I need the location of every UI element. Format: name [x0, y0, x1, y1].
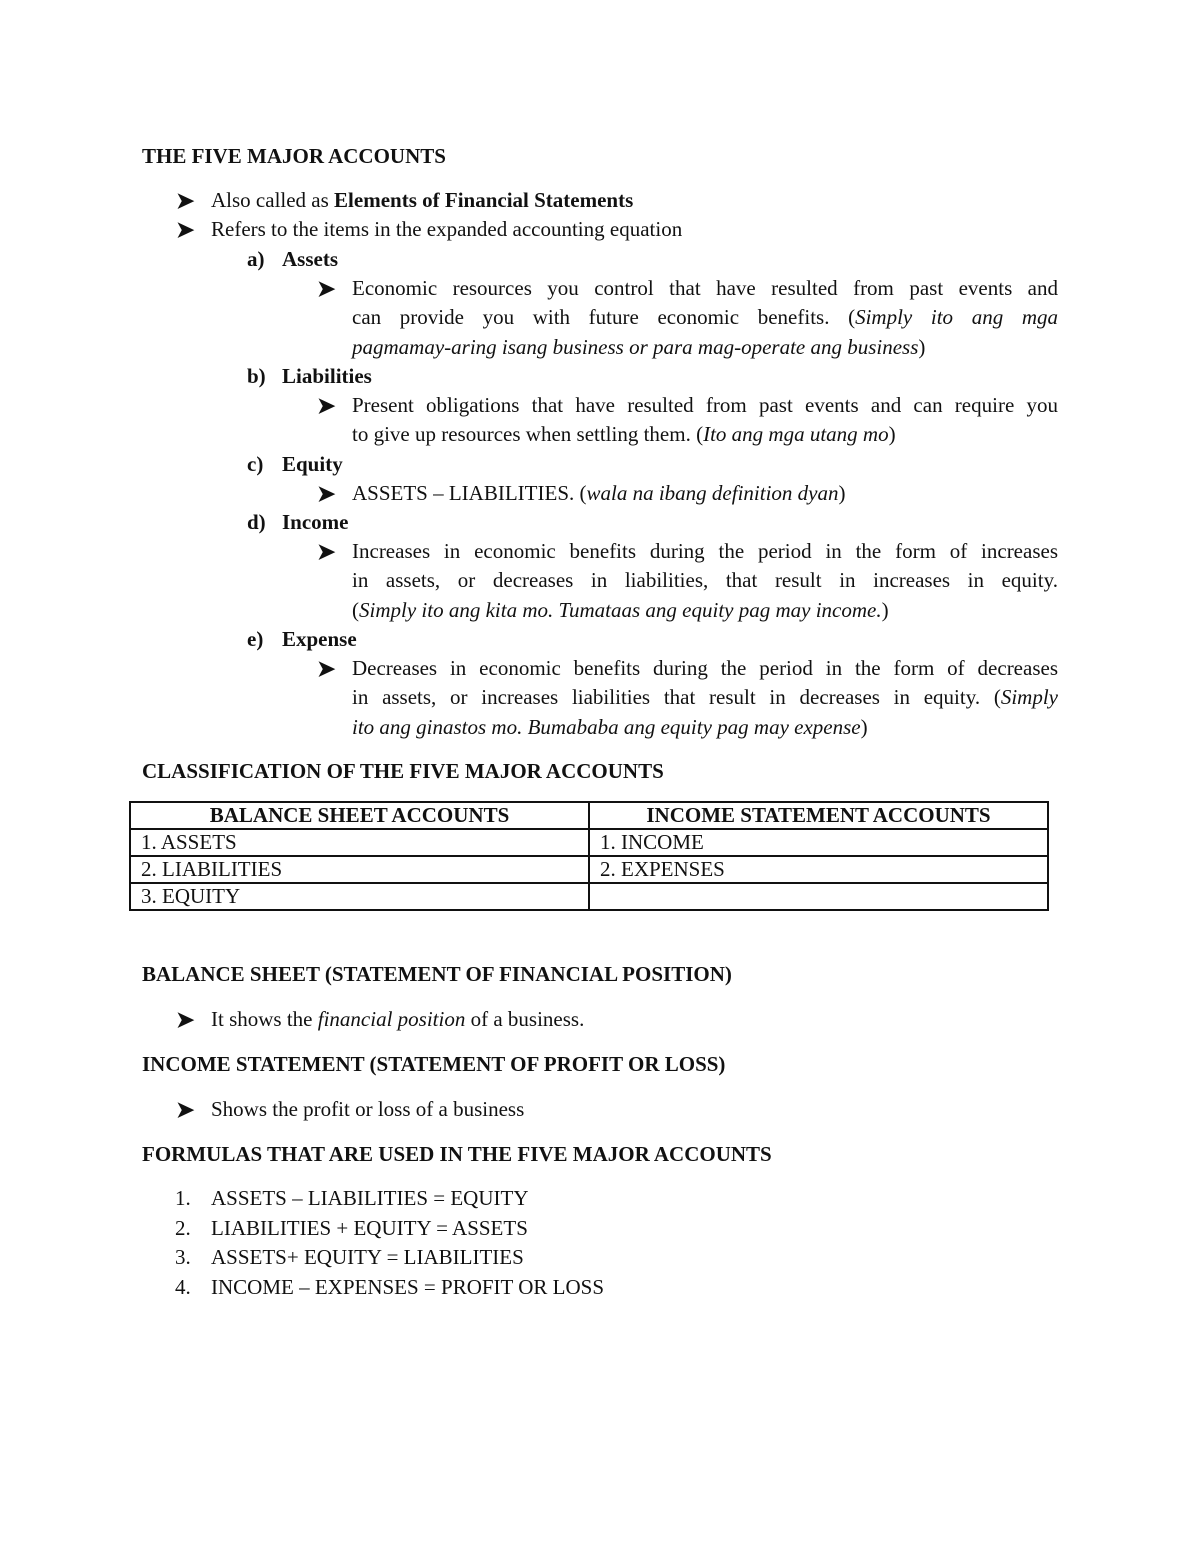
intro-bullet-2: Refers to the items in the expanded accounting equation: [211, 217, 683, 241]
expense-definition: Decreases in economic benefits during the period in the form of decreases in assets, or increases liabilities that result in decreases in equity. (Simply ito ang ginastos mo. Bumababa ang equity pag may expense): [352, 656, 1058, 739]
formula-text: ASSETS – LIABILITIES = EQUITY: [211, 1186, 529, 1210]
column-header: INCOME STATEMENT ACCOUNTS: [589, 802, 1048, 829]
classification-heading: CLASSIFICATION OF THE FIVE MAJOR ACCOUNTS: [142, 759, 664, 783]
account-marker: d): [247, 510, 266, 534]
table-cell: 1. ASSETS: [130, 829, 589, 856]
account-marker: c): [247, 452, 264, 476]
account-name-liabilities: Liabilities: [282, 364, 372, 388]
account-marker: b): [247, 364, 266, 388]
balance-sheet-heading: BALANCE SHEET (STATEMENT OF FINANCIAL POSITION): [142, 962, 732, 986]
arrow-bullet-icon: ➤: [176, 217, 195, 242]
formula-number: 3.: [175, 1245, 191, 1269]
arrow-bullet-icon: ➤: [176, 188, 195, 213]
table-cell: [589, 883, 1048, 910]
income-definition: Increases in economic benefits during the period in the form of increases in assets, or decreases in liabilities, that result in increases in equity. (Simply ito ang kita mo. Tumataas ang equity pag may income.): [352, 539, 1058, 622]
assets-definition: Economic resources you control that have resulted from past events and can provide you with future economic benefits. (Simply ito ang mga pagmamay-aring isang business or para mag-operate ang business): [352, 276, 1058, 359]
formula-number: 4.: [175, 1275, 191, 1299]
table-header-row: [130, 802, 1048, 829]
income-statement-heading: INCOME STATEMENT (STATEMENT OF PROFIT OR LOSS): [142, 1052, 726, 1076]
table-cell: 1. INCOME: [589, 829, 1048, 856]
arrow-bullet-icon: ➤: [317, 481, 336, 506]
equity-definition: ASSETS – LIABILITIES. (wala na ibang definition dyan): [352, 481, 846, 505]
table-row: [130, 829, 1048, 856]
account-marker: e): [247, 627, 264, 651]
table-row: [130, 883, 1048, 910]
page-title: THE FIVE MAJOR ACCOUNTS: [142, 144, 446, 168]
arrow-bullet-icon: ➤: [317, 539, 336, 564]
arrow-bullet-icon: ➤: [176, 1007, 195, 1032]
formulas-heading: FORMULAS THAT ARE USED IN THE FIVE MAJOR ACCOUNTS: [142, 1142, 772, 1166]
column-header: BALANCE SHEET ACCOUNTS: [130, 802, 589, 829]
balance-sheet-bullet: It shows the financial position of a business.: [211, 1007, 585, 1031]
formula-text: LIABILITIES + EQUITY = ASSETS: [211, 1216, 528, 1240]
account-name-assets: Assets: [282, 247, 338, 271]
account-name-income: Income: [282, 510, 349, 534]
intro-bullet-1: Also called as Elements of Financial Statements: [211, 188, 634, 212]
income-statement-bullet: Shows the profit or loss of a business: [211, 1097, 525, 1121]
arrow-bullet-icon: ➤: [317, 656, 336, 681]
table-cell: 2. LIABILITIES: [130, 856, 589, 883]
formula-number: 1.: [175, 1186, 191, 1210]
arrow-bullet-icon: ➤: [176, 1097, 195, 1122]
account-name-equity: Equity: [282, 452, 343, 476]
table-cell: 2. EXPENSES: [589, 856, 1048, 883]
table-cell: 3. EQUITY: [130, 883, 589, 910]
formula-text: INCOME – EXPENSES = PROFIT OR LOSS: [211, 1275, 605, 1299]
arrow-bullet-icon: ➤: [317, 276, 336, 301]
table-row: [130, 856, 1048, 883]
formula-text: ASSETS+ EQUITY = LIABILITIES: [211, 1245, 524, 1269]
formula-number: 2.: [175, 1216, 191, 1240]
classification-table: [129, 801, 1049, 911]
arrow-bullet-icon: ➤: [317, 393, 336, 418]
liabilities-definition: Present obligations that have resulted from past events and can require you to give up resources when settling them. (Ito ang mga utang mo): [352, 393, 1058, 447]
account-marker: a): [247, 247, 265, 271]
account-name-expense: Expense: [282, 627, 357, 651]
